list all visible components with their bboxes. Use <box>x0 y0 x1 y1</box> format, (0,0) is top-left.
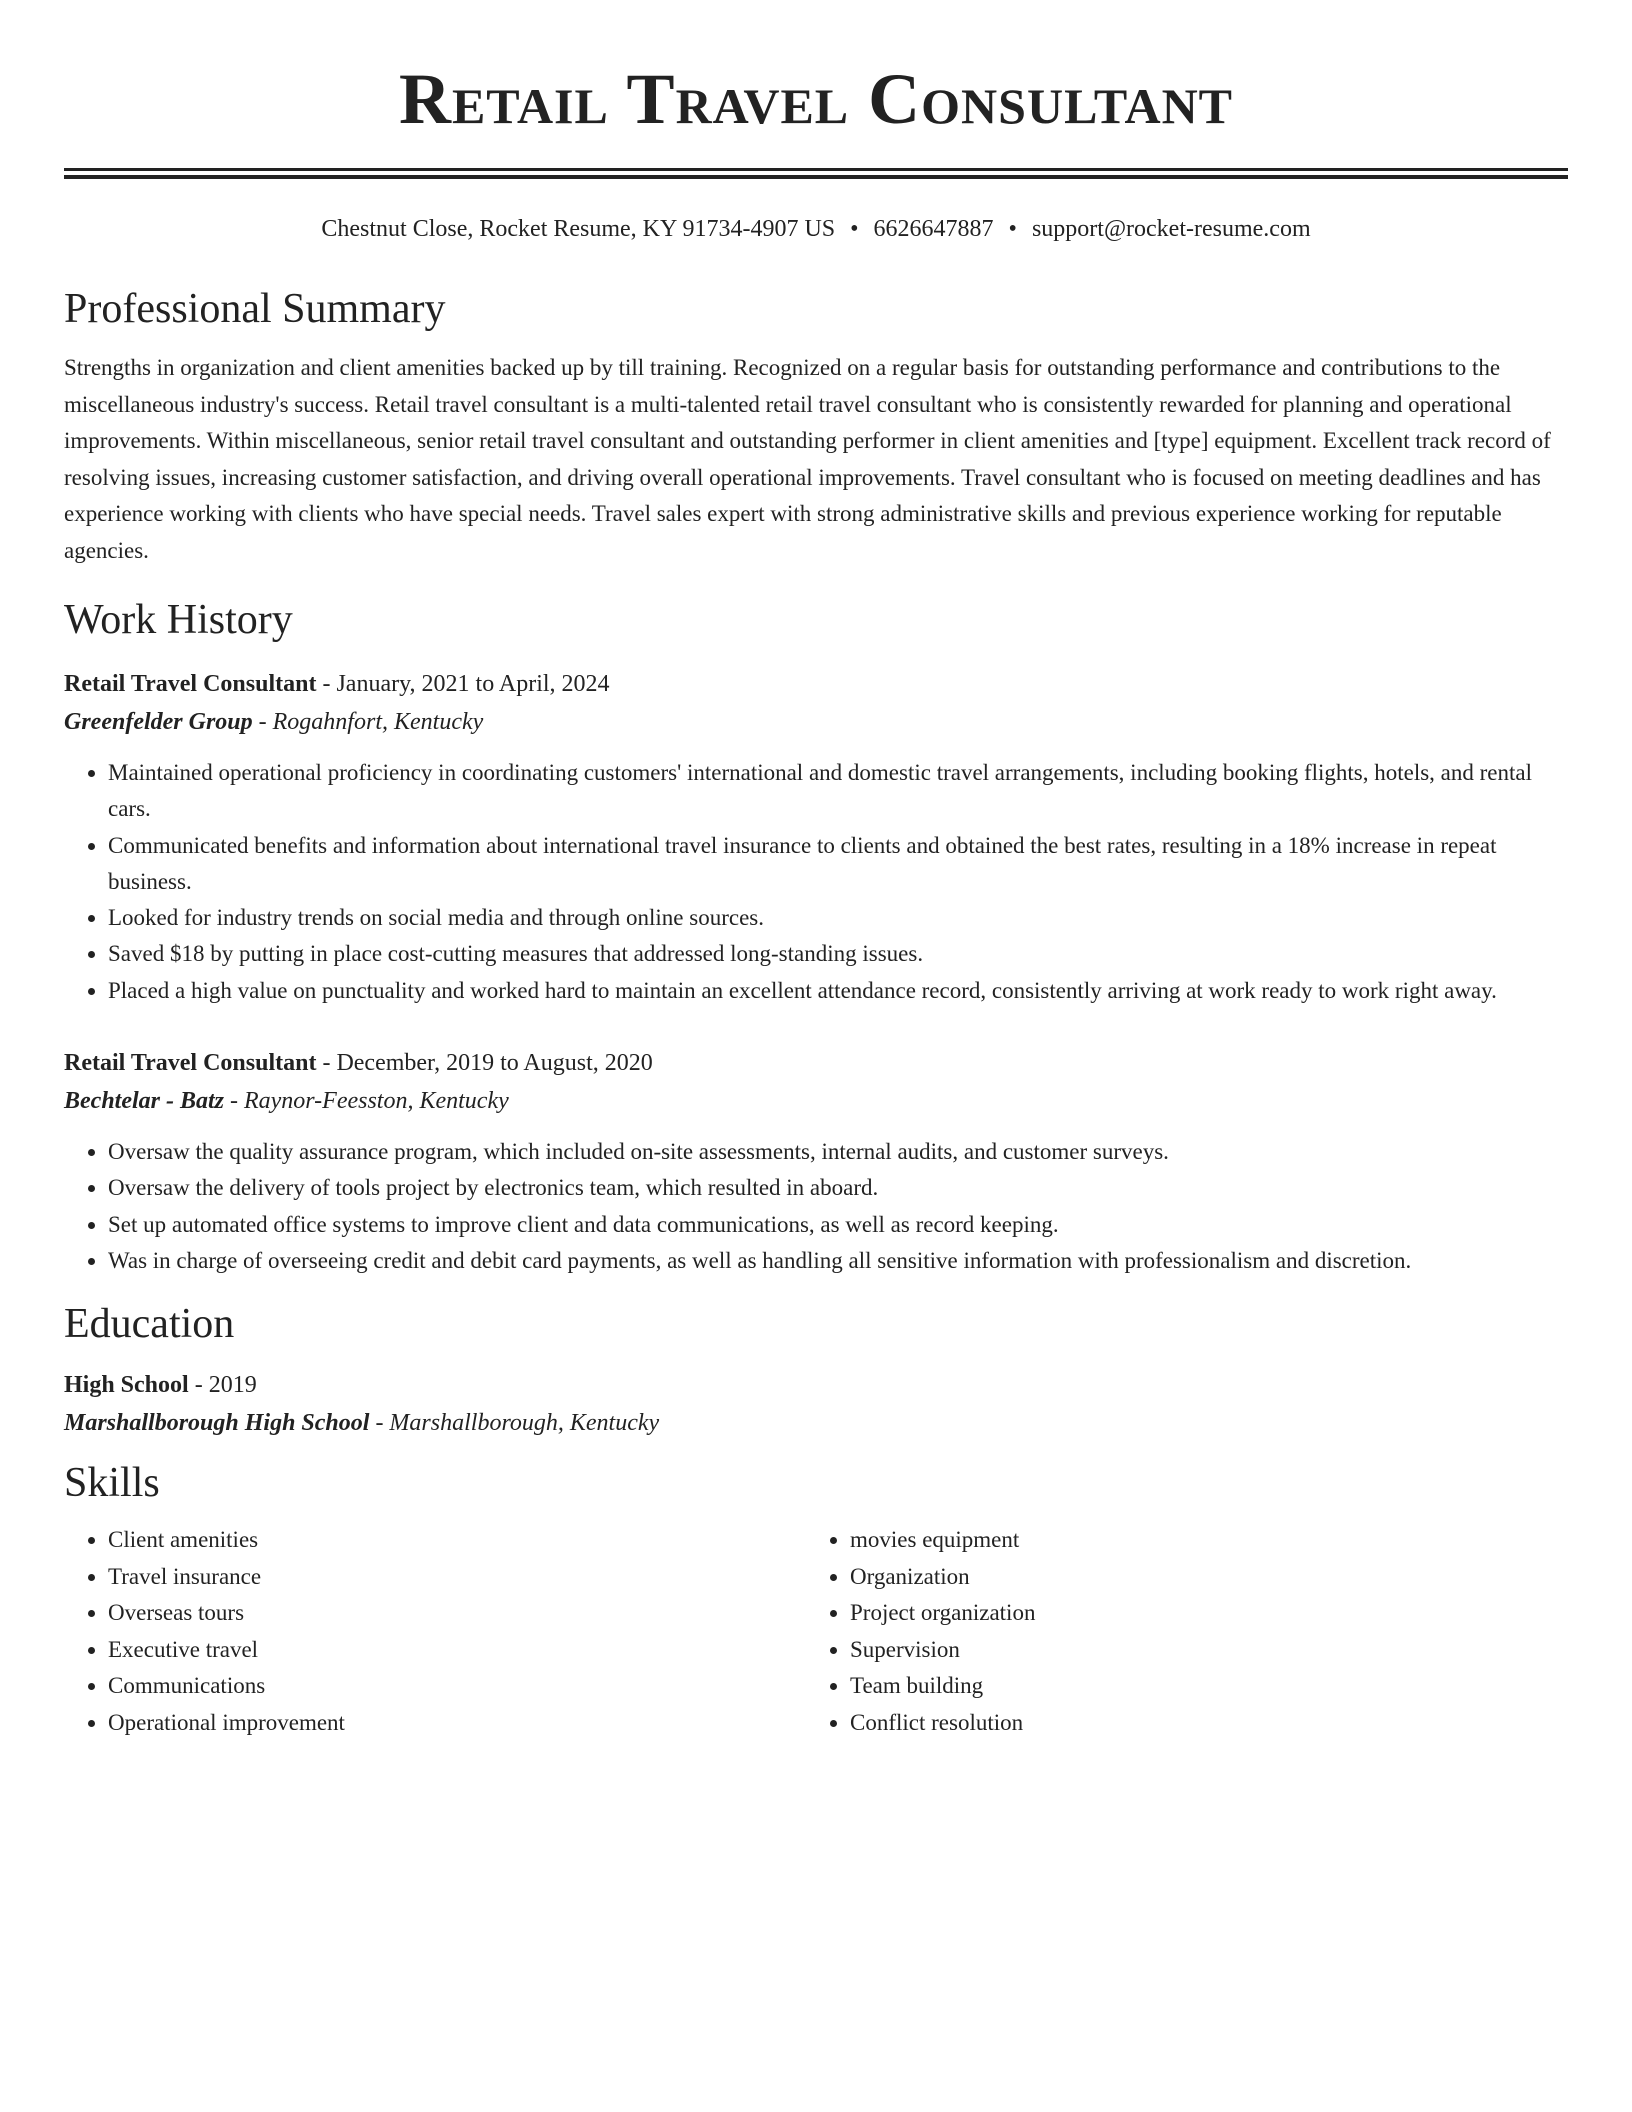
resume-page <box>64 0 1568 1741</box>
skill-item: • Overseas tours <box>108 1595 806 1632</box>
skill-item: • Team building <box>850 1668 1548 1705</box>
contact-line <box>64 214 1568 244</box>
job-entry <box>64 1044 1568 1279</box>
skill-item: • Communications <box>108 1668 806 1705</box>
job-dates: - December, 2019 to August, 2020 <box>322 1050 653 1077</box>
skill-item: • Project organization <box>850 1595 1548 1632</box>
title-divider <box>64 168 1568 179</box>
contact-phone: 6626647887 <box>873 216 994 242</box>
skill-item: • Travel insurance <box>108 1559 806 1596</box>
education-degree: High School <box>64 1372 189 1399</box>
skill-item: • Conflict resolution <box>850 1705 1548 1742</box>
job-header <box>64 665 1568 703</box>
education-location: - Marshallborough, Kentucky <box>375 1410 660 1437</box>
job-location: - Raynor-Feesston, Kentucky <box>230 1088 509 1115</box>
education-heading: Education <box>64 1301 235 1348</box>
job-bullet: • Saved $18 by putting in place cost-cutting measures that addressed long-standing issues. <box>108 936 1568 972</box>
job-bullet: • Was in charge of overseeing credit and debit card payments, as well as handling all sensitive information with professionalism and discretion. <box>108 1243 1568 1279</box>
education-school: Marshallborough High School <box>64 1410 370 1437</box>
skills-column-left <box>64 1522 806 1741</box>
skills-column-right <box>806 1522 1548 1741</box>
education-header <box>64 1366 1568 1404</box>
job-dates: - January, 2021 to April, 2024 <box>322 671 610 697</box>
job-bullet: • Communicated benefits and information about international travel insurance to clients and obtained the best rates, resulting in a 18% increase in repeat business. <box>108 828 1568 901</box>
skill-item: • Client amenities <box>108 1522 806 1559</box>
job-title: Retail Travel Consultant <box>64 671 317 697</box>
job-bullet-list <box>64 755 1568 1009</box>
skills-heading: Skills <box>64 1460 160 1507</box>
resume-title: Retail Travel Consultant <box>398 59 1234 139</box>
summary-heading: Professional Summary <box>64 286 446 332</box>
job-title: Retail Travel Consultant <box>64 1050 317 1077</box>
skill-item: • movies equipment <box>850 1522 1548 1559</box>
job-bullet-list <box>64 1134 1568 1279</box>
job-bullet: • Placed a high value on punctuality and worked hard to maintain an excellent attendance record, consistently arriving at work ready to work right away. <box>108 973 1568 1009</box>
skill-item: • Organization <box>850 1559 1548 1596</box>
job-bullet: • Oversaw the delivery of tools project by electronics team, which resulted in aboard. <box>108 1170 1568 1206</box>
skill-item: • Operational improvement <box>108 1705 806 1742</box>
contact-email: support@rocket-resume.com <box>1031 216 1311 242</box>
job-entry <box>64 665 1568 1009</box>
job-company: Greenfelder Group <box>64 709 253 735</box>
job-bullet: • Set up automated office systems to improve client and data communications, as well as record keeping. <box>108 1207 1568 1243</box>
job-bullet: • Maintained operational proficiency in coordinating customers' international and domestic travel arrangements, including booking flights, hotels, and rental cars. <box>108 755 1568 828</box>
job-location: - Rogahnfort, Kentucky <box>258 709 484 735</box>
skill-item: • Supervision <box>850 1632 1548 1669</box>
job-bullet: • Looked for industry trends on social media and through online sources. <box>108 900 1568 936</box>
contact-separator: • <box>1008 216 1017 242</box>
summary-text: Strengths in organization and client amenities backed up by till training. Recognized on a regular basis for outstanding performance and contributions to the miscellaneous industry's success. Retail travel consultant is a multi-talented retail travel consultant who is consistently rewarded for planning and operational improvements. Within miscellaneous, senior retail travel consultant and outstanding performer in client amenities and [type] equipment. Excellent track record of resolving issues, increasing customer satisfaction, and driving overall operational improvements. Travel consultant who is focused on meeting deadlines and has experience working with clients who have special needs. Travel sales expert with strong administrative skills and previous experience working for reputable agencies. <box>64 355 1551 563</box>
job-company-line <box>64 1082 1568 1120</box>
job-company: Bechtelar - Batz <box>64 1088 224 1115</box>
job-company-line <box>64 703 1568 741</box>
job-header <box>64 1044 1568 1082</box>
work-history-heading: Work History <box>64 597 293 643</box>
contact-separator: • <box>850 216 859 242</box>
skills-list <box>64 1522 1568 1741</box>
contact-address: Chestnut Close, Rocket Resume, KY 91734-4907 US <box>321 216 836 242</box>
education-school-line <box>64 1404 1568 1442</box>
job-bullet: • Oversaw the quality assurance program, which included on-site assessments, internal audits, and customer surveys. <box>108 1134 1568 1170</box>
education-year: - 2019 <box>194 1372 257 1399</box>
skill-item: • Executive travel <box>108 1632 806 1669</box>
